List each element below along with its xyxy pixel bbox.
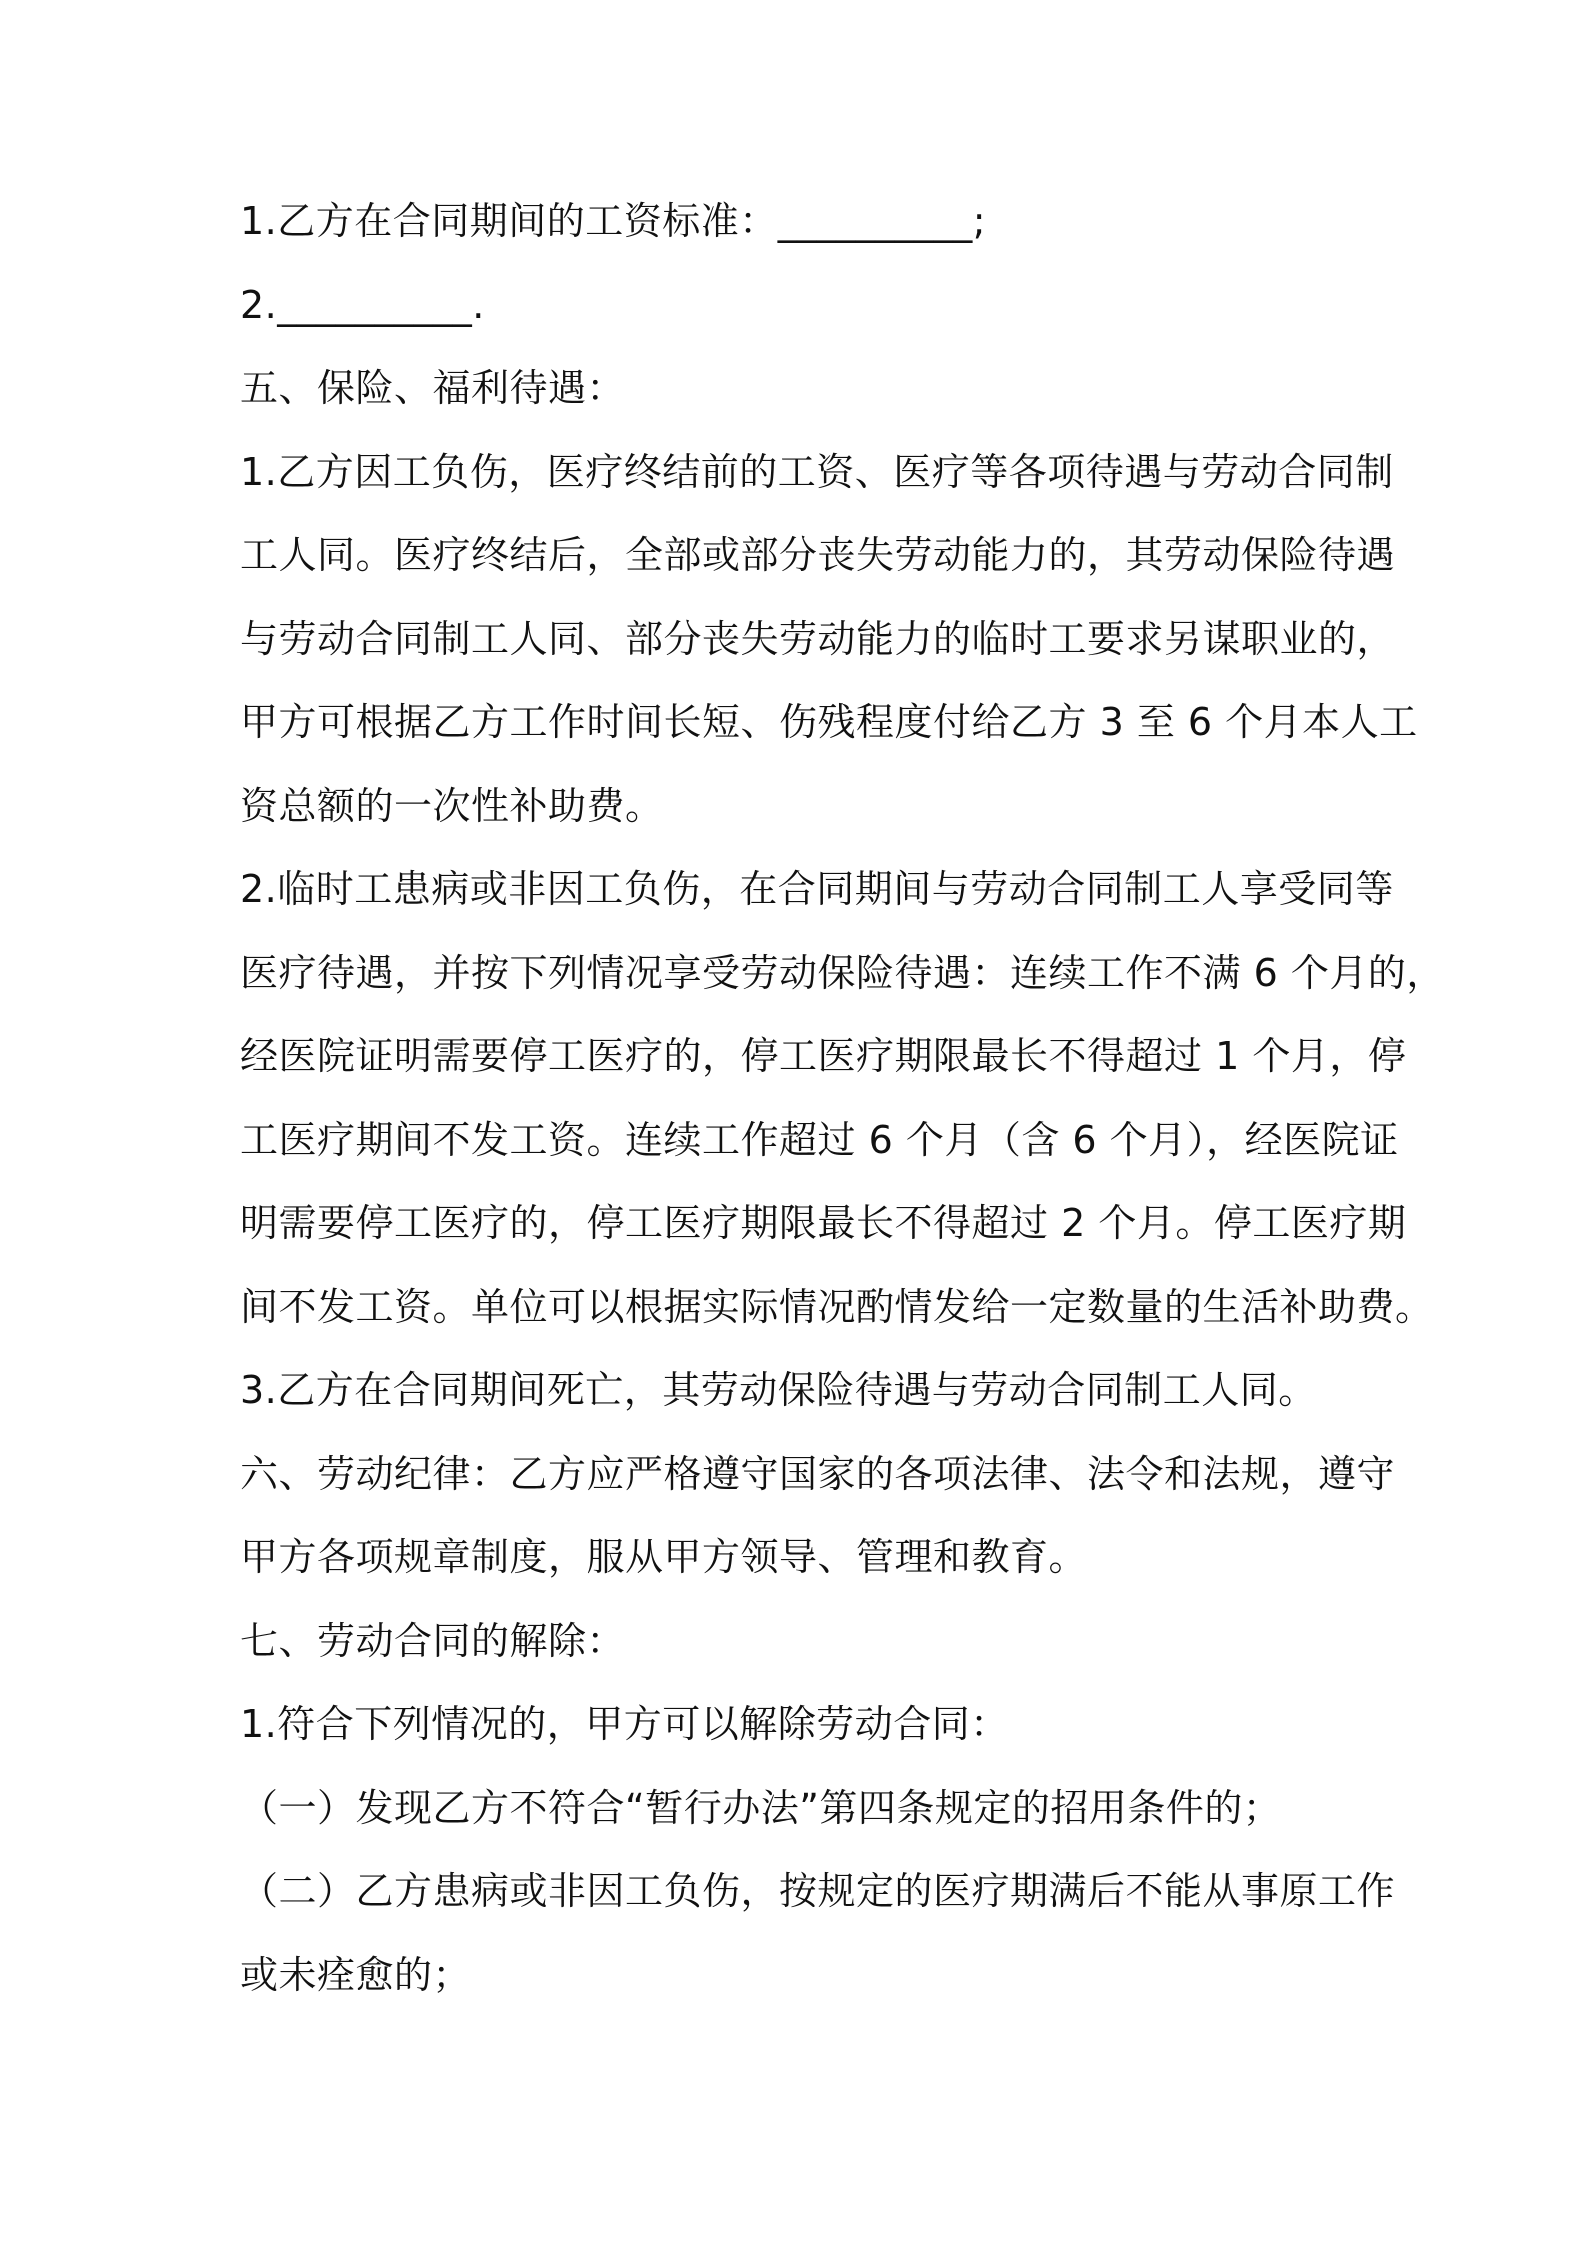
document-body [240,180,1445,2017]
paragraph-line: 或未痊愈的； [240,1952,472,1997]
paragraph-line: 资总额的一次性补助费。 [240,783,664,828]
section-six-line: 六、劳动纪律：乙方应严格遵守国家的各项法律、法令和法规，遵守 [240,1451,1396,1496]
blank-item-line: 2.__________. [240,282,485,327]
wage-standard-line: 1.乙方在合同期间的工资标准：__________; [240,199,987,243]
list-item-line: （二）乙方患病或非因工负伤，按规定的医疗期满后不能从事原工作 [240,1869,1396,1913]
paragraph-line: 经医院证明需要停工医疗的，停工医疗期限最长不得超过 1 个月，停 [240,1034,1407,1078]
paragraph-line: 1.乙方因工负伤，医疗终结前的工资、医疗等各项待遇与劳动合同制 [240,449,1394,494]
section-five-heading: 五、保险、福利待遇： [240,366,626,410]
section-seven-heading: 七、劳动合同的解除： [240,1618,626,1663]
paragraph-line: 甲方可根据乙方工作时间长短、伤残程度付给乙方 3 至 6 个月本人工 [240,700,1418,744]
paragraph-line: 1.符合下列情况的，甲方可以解除劳动合同： [240,1702,1009,1746]
paragraph-line: 甲方各项规章制度，服从甲方领导、管理和教育。 [240,1535,1088,1579]
paragraph-line: 3.乙方在合同期间死亡，其劳动保险待遇与劳动合同制工人同。 [240,1368,1317,1412]
paragraph-line: 间不发工资。单位可以根据实际情况酌情发给一定数量的生活补助费。 [240,1284,1434,1329]
list-item-line: （一）发现乙方不符合“暂行办法”第四条规定的招用条件的； [240,1785,1282,1830]
paragraph-line: 工人同。医疗终结后，全部或部分丧失劳动能力的，其劳动保险待遇 [240,533,1396,577]
paragraph-line: 2.临时工患病或非因工负伤，在合同期间与劳动合同制工人享受同等 [240,867,1394,911]
paragraph-line: 明需要停工医疗的，停工医疗期限最长不得超过 2 个月。停工医疗期 [240,1201,1407,1245]
paragraph-line: 医疗待遇，并按下列情况享受劳动保险待遇：连续工作不满 6 个月的， [240,950,1445,995]
paragraph-line: 与劳动合同制工人同、部分丧失劳动能力的临时工要求另谋职业的， [240,616,1396,661]
paragraph-line: 工医疗期间不发工资。连续工作超过 6 个月（含 6 个月），经医院证 [240,1117,1399,1162]
